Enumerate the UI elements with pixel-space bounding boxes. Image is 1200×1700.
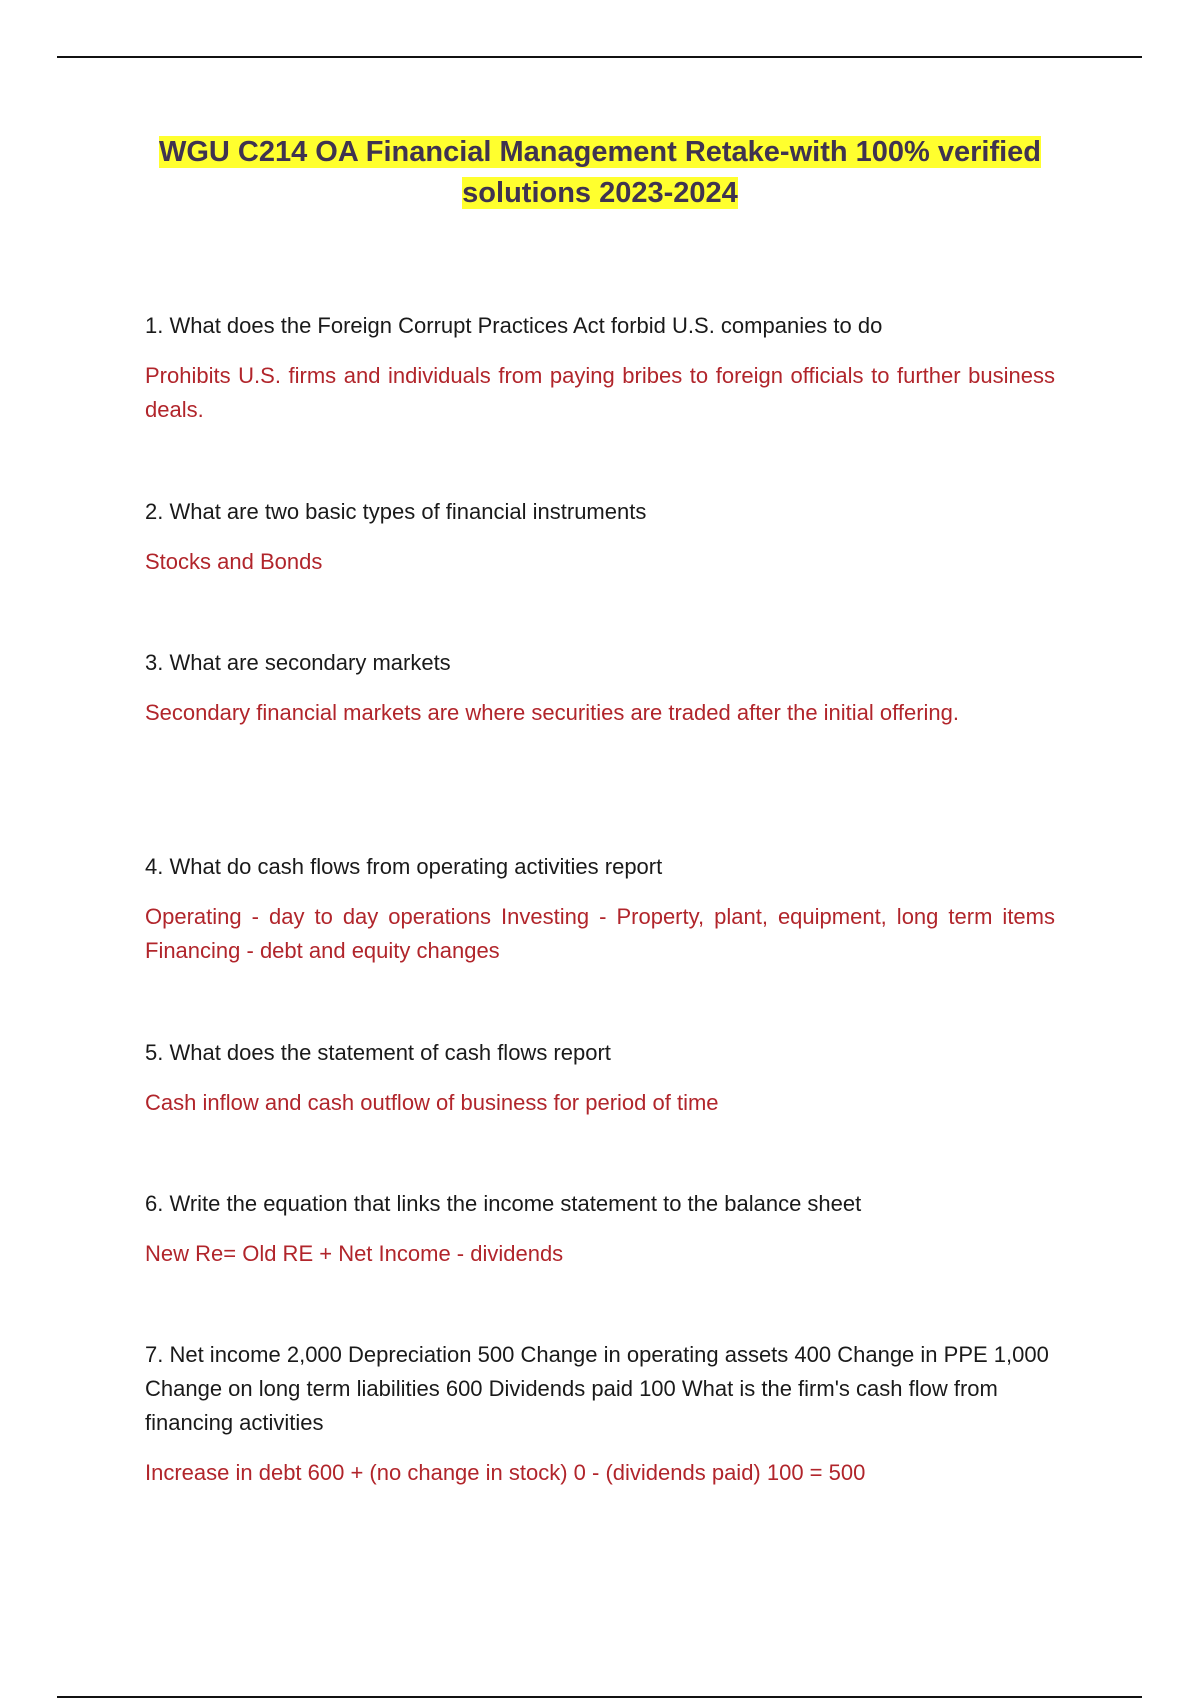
qa-item-2 [145,495,1055,579]
question-2: 2. What are two basic types of financial instruments [145,499,647,524]
answer-1: Prohibits U.S. firms and individuals from paying bribes to foreign officials to further business deals. [145,363,1055,422]
title-line-1: WGU C214 OA Financial Management Retake-with 100% verified [158,136,1042,168]
top-rule [57,56,1142,58]
question-7: 7. Net income 2,000 Depreciation 500 Change in operating assets 400 Change in PPE 1,000 Change on long term liabilities 600 Dividends paid 100 What is the firm's cash flow from financing activities [145,1342,1049,1435]
qa-item-3 [145,646,1055,730]
answer-3: Secondary financial markets are where securities are traded after the initial offering. [145,700,960,725]
answer-4: Operating - day to day operations Investing - Property, plant, equipment, long term items Financing - debt and equity changes [145,904,1055,963]
answer-2: Stocks and Bonds [145,549,323,574]
question-1: 1. What does the Foreign Corrupt Practices Act forbid U.S. companies to do [145,313,883,338]
qa-item-1 [145,309,1055,427]
title-line-2: solutions 2023-2024 [462,177,738,209]
qa-item-7 [145,1338,1055,1490]
question-4: 4. What do cash flows from operating activities report [145,854,663,879]
answer-6: New Re= Old RE + Net Income - dividends [145,1241,564,1266]
question-6: 6. Write the equation that links the income statement to the balance sheet [145,1191,862,1216]
question-3: 3. What are secondary markets [145,650,451,675]
document-title [100,132,1100,214]
qa-item-4 [145,850,1055,968]
answer-7: Increase in debt 600 + (no change in stock) 0 - (dividends paid) 100 = 500 [145,1460,866,1485]
qa-item-6 [145,1187,1055,1271]
answer-5: Cash inflow and cash outflow of business for period of time [145,1090,719,1115]
qa-item-5 [145,1036,1055,1120]
question-5: 5. What does the statement of cash flows report [145,1040,611,1065]
bottom-rule [57,1696,1142,1698]
